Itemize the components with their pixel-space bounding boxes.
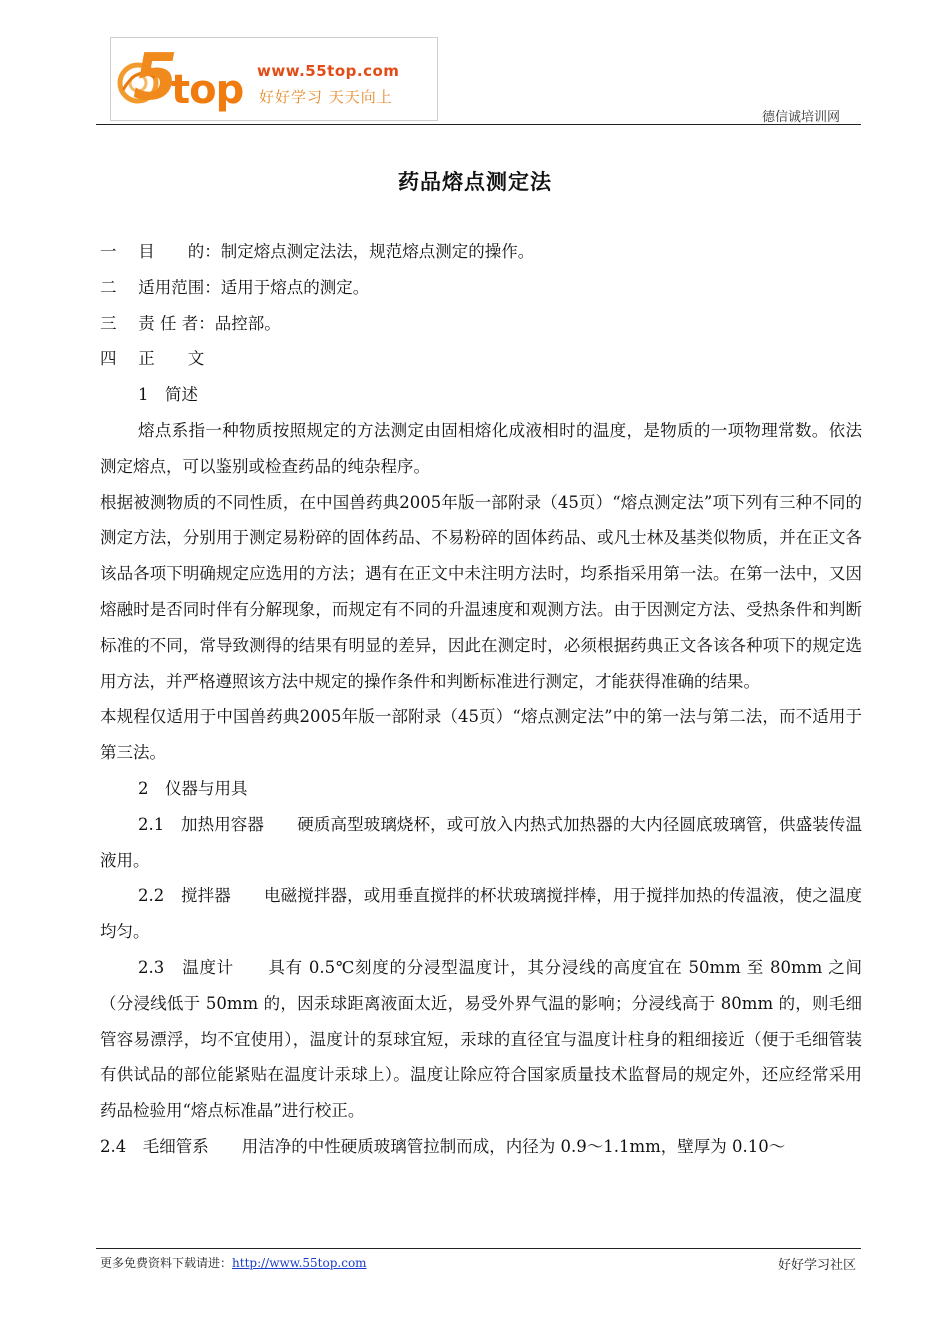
logo-brand-top: top: [171, 67, 244, 113]
site-logo: [110, 37, 438, 121]
document-body: [100, 234, 862, 1165]
section-responsible: 三 责 任 者：品控部。: [100, 313, 281, 333]
header-divider: [96, 124, 861, 125]
paragraph-definition: 熔点系指一种物质按照规定的方法测定由固相熔化成液相时的温度，是物质的一项物理常数。依法测定熔点，可以鉴别或检查药品的纯杂程序。: [100, 420, 862, 476]
footer-divider: [96, 1248, 861, 1249]
subheading-overview: 1 简述: [138, 385, 198, 405]
paragraph-capillary: 2.4 毛细管系 用洁净的中性硬质玻璃管拉制而成，内径为 0.9～1.1mm，壁厚为 0.10～: [100, 1136, 786, 1156]
section-body-heading: 四 正 文: [100, 349, 205, 369]
site-name: 德信诚培训网: [761, 110, 840, 125]
paragraph-applicability: 本规程仅适用于中国兽药典2005年版一部附录（45页）“熔点测定法”中的第一法与第二法，而不适用于第三法。: [100, 707, 862, 763]
paragraph-stirrer: 2.2 搅拌器 电磁搅拌器，或用垂直搅拌的杯状玻璃搅拌棒，用于搅拌加热的传温液，使之温度均匀。: [100, 886, 862, 942]
section-scope: 二 适用范围：适用于熔点的测定。: [100, 277, 370, 297]
logo-url: www.55top.com: [257, 62, 400, 80]
footer-community: 好好学习社区: [777, 1258, 856, 1273]
page-title: 药品熔点测定法: [398, 169, 552, 194]
footer-download-note: [100, 1254, 367, 1271]
paragraph-heating-vessel: 2.1 加热用容器 硬质高型玻璃烧杯，或可放入内热式加热器的大内径圆底玻璃管，供盛装传温液用。: [100, 814, 862, 870]
footer-site-link[interactable]: http://www.55top.com: [232, 1256, 367, 1270]
paragraph-thermometer: 2.3 温度计 具有 0.5℃刻度的分浸型温度计，其分浸线的高度宜在 50mm 至 80mm 之间（分浸线低于 50mm 的，因汞球距离液面太近，易受外界气温的影响；分浸线高于 80mm 的，则毛细管容易漂浮，均不宜使用），温度计的泵球宜短，汞球的直径宜与温度计柱身的粗细接近（便于毛细管装有供试品的部位能紧贴在温度计汞球上）。温度让除应符合国家质量技术监督局的规定外，还应经常采用药品检验用“熔点标准晶”进行校正。: [100, 957, 862, 1121]
subheading-instruments: 2 仪器与用具: [138, 778, 248, 798]
footer-download-text: 更多免费资料下载请进：: [100, 1256, 233, 1270]
paragraph-methods: 根据被测物质的不同性质，在中国兽药典2005年版一部附录（45页）“熔点测定法”项下列有三种不同的测定方法，分别用于测定易粉碎的固体药品、不易粉碎的固体药品、或凡士林及基类似物质，并在正文各该品各项下明确规定应选用的方法；遇有在正文中未注明方法时，均系指采用第一法。在第一法中，又因熔融时是否同时伴有分解现象，而规定有不同的升温速度和观测方法。由于因测定方法、受热条件和判断标准的不同，常导致测得的结果有明显的差异，因此在测定时，必须根据药典正文各该各种项下的规定选用方法，并严格遵照该方法中规定的操作条件和判断标准进行测定，才能获得准确的结果。: [100, 492, 862, 691]
section-purpose: 一 目 的：制定熔点测定法法，规范熔点测定的操作。: [100, 242, 535, 261]
logo-slogan: 好好学习 天天向上: [259, 88, 393, 106]
logo-brand-five: 5: [133, 41, 178, 115]
